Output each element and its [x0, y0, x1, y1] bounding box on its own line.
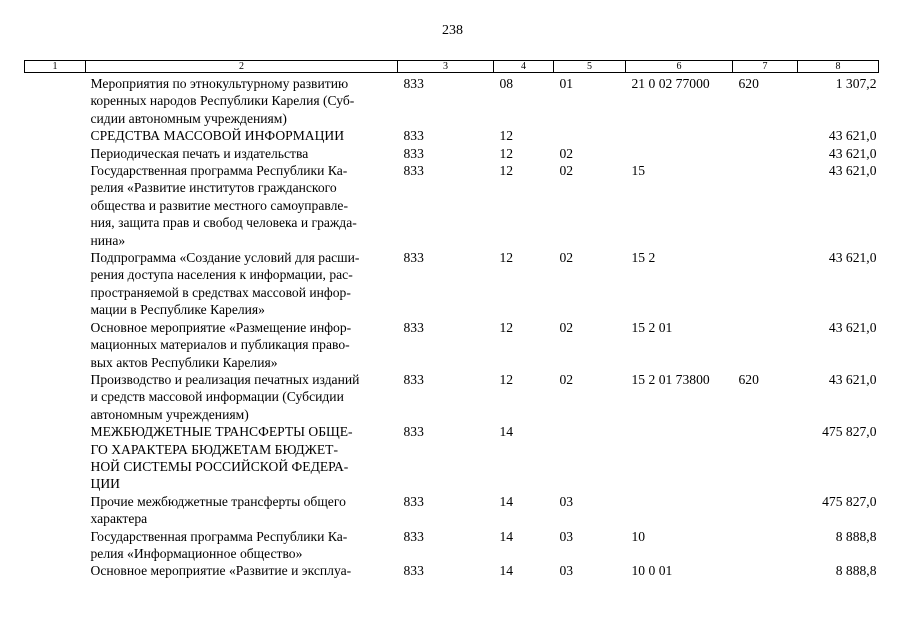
cell-expense-type: 620 [738, 371, 759, 387]
cell-expense-type [733, 162, 798, 249]
cell-ministry-code: 833 [403, 493, 424, 509]
cell-amount: 8 888,8 [835, 563, 877, 579]
cell-target-article: 10 0 01 [631, 563, 673, 579]
cell-expense-type [733, 423, 798, 493]
row-name [86, 127, 398, 144]
cell-ministry-code: 833 [403, 563, 424, 579]
row-name-line: ЦИИ [90, 476, 120, 492]
cell-ministry-code: 833 [403, 424, 424, 440]
column-header-5: 5 [554, 61, 626, 73]
row-name-line: Государственная программа Республики Ка- [90, 528, 348, 544]
header-row [25, 61, 879, 73]
row-name-line: общества и развитие местного самоуправле- [90, 197, 348, 213]
cell-ministry-code: 833 [403, 163, 424, 179]
row-name-line: коренных народов Республики Карелия (Суб- [90, 93, 355, 109]
cell-section: 12 [499, 163, 514, 179]
cell-ministry-code: 833 [403, 371, 424, 387]
cell-amount: 43 621,0 [828, 371, 877, 387]
table-row [25, 162, 879, 249]
row-name-line: ния, защита прав и свобод человека и гражда- [90, 215, 357, 231]
row-name-line: НОЙ СИСТЕМЫ РОССИЙСКОЙ ФЕДЕРА- [90, 458, 349, 474]
cell-target-article: 10 [631, 528, 646, 544]
row-name-line: пространяемой в средствах массовой инфор- [90, 284, 351, 300]
cell-col1 [25, 162, 86, 249]
cell-target-article [626, 493, 733, 528]
cell-amount: 43 621,0 [828, 250, 877, 266]
column-header-8: 8 [798, 61, 879, 73]
cell-ministry-code: 833 [403, 319, 424, 335]
budget-table [24, 60, 879, 580]
column-header-6: 6 [626, 61, 733, 73]
cell-col1 [25, 528, 86, 563]
cell-col1 [25, 249, 86, 319]
row-name-line: мационных материалов и публикация право- [90, 337, 350, 353]
row-name-line: Прочие межбюджетные трансферты общего [90, 493, 346, 509]
cell-section: 14 [499, 563, 514, 579]
row-name-line: рения доступа населения к информации, рас- [90, 267, 353, 283]
cell-expense-type [733, 145, 798, 162]
row-name-line: нина» [90, 232, 126, 248]
cell-target-article: 15 2 01 [631, 319, 673, 335]
cell-section: 12 [499, 145, 514, 161]
cell-ministry-code: 833 [403, 145, 424, 161]
cell-subsection: 02 [559, 371, 574, 387]
row-name-line: релия «Развитие институтов гражданского [90, 180, 337, 196]
table-row [25, 145, 879, 162]
row-name-line: СРЕДСТВА МАССОВОЙ ИНФОРМАЦИИ [90, 128, 345, 144]
row-name [86, 249, 398, 319]
cell-subsection: 02 [559, 250, 574, 266]
cell-target-article [626, 127, 733, 144]
row-name [86, 493, 398, 528]
table-row [25, 371, 879, 423]
row-name [86, 145, 398, 162]
row-name-line: сидии автономным учреждениям) [90, 110, 287, 126]
column-header-1: 1 [25, 61, 86, 73]
row-name-line: характера [90, 511, 148, 527]
cell-target-article: 15 2 [631, 250, 656, 266]
cell-section: 08 [499, 76, 514, 91]
table-row [25, 249, 879, 319]
cell-section: 14 [499, 493, 514, 509]
row-name-line: Мероприятия по этнокультурному развитию [90, 76, 349, 91]
row-name-line: ГО ХАРАКТЕРА БЮДЖЕТАМ БЮДЖЕТ- [90, 441, 338, 457]
cell-ministry-code: 833 [403, 528, 424, 544]
cell-ministry-code: 833 [403, 76, 424, 91]
cell-amount: 43 621,0 [828, 145, 877, 161]
cell-expense-type [733, 562, 798, 579]
cell-expense-type [733, 493, 798, 528]
cell-expense-type [733, 249, 798, 319]
page-number: 238 [442, 23, 463, 38]
row-name [86, 423, 398, 493]
table-row [25, 493, 879, 528]
cell-amount: 43 621,0 [828, 319, 877, 335]
cell-col1 [25, 73, 86, 128]
cell-amount: 475 827,0 [822, 424, 877, 440]
row-name-line: и средств массовой информации (Субсидии [90, 389, 344, 405]
row-name-line: автономным учреждениям) [90, 406, 249, 422]
row-name [86, 528, 398, 563]
cell-target-article: 15 [631, 163, 646, 179]
cell-target-article: 15 2 01 73800 [631, 371, 710, 387]
row-name-line: Основное мероприятие «Развитие и эксплуа- [90, 563, 352, 579]
cell-expense-type: 620 [738, 76, 759, 91]
cell-section: 14 [499, 424, 514, 440]
column-header-7: 7 [733, 61, 798, 73]
row-name-line: Подпрограмма «Создание условий для расши- [90, 250, 360, 266]
row-name-line: вых актов Республики Карелия» [90, 354, 278, 370]
cell-col1 [25, 493, 86, 528]
cell-amount: 8 888,8 [835, 528, 877, 544]
table-row [25, 423, 879, 493]
cell-section: 12 [499, 128, 514, 144]
cell-section: 14 [499, 528, 514, 544]
cell-subsection [554, 423, 626, 493]
cell-ministry-code: 833 [403, 250, 424, 266]
column-header-2: 2 [86, 61, 398, 73]
table-row [25, 528, 879, 563]
cell-subsection: 03 [559, 528, 574, 544]
cell-target-article [626, 423, 733, 493]
cell-subsection: 02 [559, 163, 574, 179]
cell-section: 12 [499, 371, 514, 387]
cell-amount: 1 307,2 [835, 76, 877, 91]
column-header-4: 4 [494, 61, 554, 73]
cell-section: 12 [499, 250, 514, 266]
column-header-3: 3 [398, 61, 494, 73]
cell-col1 [25, 371, 86, 423]
row-name [86, 562, 398, 579]
cell-col1 [25, 127, 86, 144]
cell-col1 [25, 319, 86, 371]
row-name-line: Основное мероприятие «Размещение инфор- [90, 319, 352, 335]
row-name-line: Периодическая печать и издательства [90, 145, 309, 161]
cell-col1 [25, 562, 86, 579]
table-body [25, 73, 879, 580]
cell-col1 [25, 145, 86, 162]
cell-subsection [554, 127, 626, 144]
row-name [86, 73, 398, 128]
cell-amount: 43 621,0 [828, 163, 877, 179]
cell-target-article [626, 145, 733, 162]
cell-section: 12 [499, 319, 514, 335]
table-row [25, 562, 879, 579]
cell-subsection: 03 [559, 493, 574, 509]
cell-target-article: 21 0 02 77000 [631, 76, 710, 91]
cell-subsection: 02 [559, 145, 574, 161]
cell-expense-type [733, 127, 798, 144]
cell-amount: 475 827,0 [822, 493, 877, 509]
row-name-line: МЕЖБЮДЖЕТНЫЕ ТРАНСФЕРТЫ ОБЩЕ- [90, 424, 353, 440]
row-name [86, 319, 398, 371]
table-row [25, 73, 879, 128]
cell-expense-type [733, 319, 798, 371]
table-row [25, 127, 879, 144]
row-name-line: релия «Информационное общество» [90, 545, 303, 561]
row-name-line: Государственная программа Республики Ка- [90, 163, 348, 179]
row-name [86, 162, 398, 249]
cell-expense-type [733, 528, 798, 563]
cell-subsection: 01 [559, 76, 574, 91]
cell-col1 [25, 423, 86, 493]
cell-subsection: 02 [559, 319, 574, 335]
cell-subsection: 03 [559, 563, 574, 579]
row-name-line: мации в Республике Карелия» [90, 302, 265, 318]
row-name-line: Производство и реализация печатных изданий [90, 371, 360, 387]
cell-amount: 43 621,0 [828, 128, 877, 144]
row-name [86, 371, 398, 423]
cell-ministry-code: 833 [403, 128, 424, 144]
table-row [25, 319, 879, 371]
